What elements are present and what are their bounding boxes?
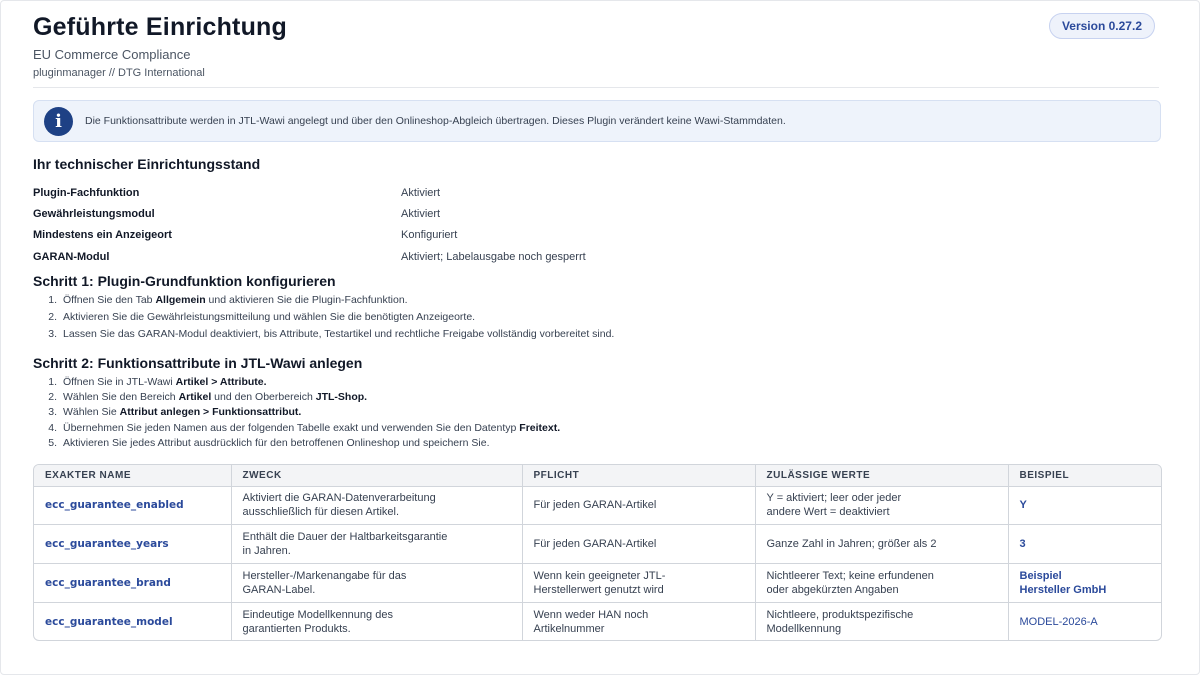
purpose-cell: Eindeutige Modellkennung des garantierten Produkts. [231,602,522,641]
example-cell: MODEL-2026-A [1019,616,1098,629]
example-cell: Y [1008,486,1161,525]
list-item: 5. Aktivieren Sie jedes Attribut ausdrücklich für den betroffenen Onlineshop und speichern Sie. [48,436,490,449]
step2-list [33,376,560,452]
example-cell: Beispiel Hersteller GmbH [1008,564,1161,603]
status-value: Konfiguriert [401,229,458,242]
status-row [33,203,833,224]
status-row [33,246,833,267]
values-cell: Nichtleere, produktspezifische Modellkennung [755,602,1008,641]
list-item: 2. Wählen Sie den Bereich Artikel und den Oberbereich JTL-Shop. [48,391,368,404]
column-header: ZULÄSSIGE WERTE [755,465,1008,486]
page-title: Geführte Einrichtung [33,13,287,41]
header-divider [33,87,1159,88]
status-list [33,182,833,267]
info-banner [33,100,1161,142]
list-item: 3. Wählen Sie Attribut anlegen > Funktionsattribut. [48,406,302,419]
values-cell: Y = aktiviert; leer oder jeder andere Wert = deaktiviert [755,486,1008,525]
attribute-name: ecc_guarantee_years [34,525,231,564]
page-header [33,13,1159,87]
info-text: Die Funktionsattribute werden in JTL-Wawi angelegt und über den Onlineshop-Abgleich übertragen. Dieses Plugin verändert keine Wawi-Stammdaten. [85,115,786,127]
step1-heading: Schritt 1: Plugin-Grundfunktion konfigurieren [33,273,336,289]
purpose-cell: Aktiviert die GARAN-Datenverarbeitung ausschließlich für diesen Artikel. [231,486,522,525]
table-row [34,564,1161,603]
status-label: Gewährleistungsmodul [33,207,155,220]
table-header-row [34,465,1161,486]
vendor-line: pluginmanager // DTG International [33,67,205,79]
status-label: Plugin-Fachfunktion [33,186,140,199]
status-label: Mindestens ein Anzeigeort [33,229,172,242]
table-row [34,486,1161,525]
status-heading: Ihr technischer Einrichtungsstand [33,156,261,172]
attribute-name: ecc_guarantee_model [34,602,231,641]
column-header: BEISPIEL [1008,465,1161,486]
required-cell: Wenn weder HAN noch Artikelnummer [522,602,755,641]
list-item: 1. Öffnen Sie den Tab Allgemein und aktivieren Sie die Plugin-Fachfunktion. [48,294,408,306]
purpose-cell: Enthält die Dauer der Haltbarkeitsgarantie in Jahren. [231,525,522,564]
status-row [33,225,833,246]
status-value: Aktiviert [401,186,441,199]
example-cell: 3 [1008,525,1161,564]
purpose-cell: Hersteller-/Markenangabe für das GARAN-Label. [231,564,522,603]
list-item: 2. Aktivieren Sie die Gewährleistungsmitteilung und wählen Sie die benötigten Anzeigeorte. [48,310,476,323]
list-item: 1. Öffnen Sie in JTL-Wawi Artikel > Attribute. [48,376,267,388]
column-header: PFLICHT [522,465,755,486]
required-cell: Für jeden GARAN-Artikel [522,525,755,564]
attribute-name: ecc_guarantee_brand [34,564,231,603]
required-cell: Wenn kein geeigneter JTL- Herstellerwert genutzt wird [522,564,755,603]
step2-heading: Schritt 2: Funktionsattribute in JTL-Wawi anlegen [33,355,363,371]
info-icon: i [44,107,73,136]
page-subtitle: EU Commerce Compliance [33,47,191,62]
table-row [34,525,1161,564]
status-value: Aktiviert; Labelausgabe noch gesperrt [401,250,586,263]
list-item: 4. Übernehmen Sie jeden Namen aus der folgenden Tabelle exakt und verwenden Sie den Datentyp Freitext. [48,421,561,434]
values-cell: Nichtleerer Text; keine erfundenen oder abgekürzten Angaben [755,564,1008,603]
required-cell: Für jeden GARAN-Artikel [522,486,755,525]
version-badge: Version 0.27.2 [1049,13,1155,39]
list-item: 3. Lassen Sie das GARAN-Modul deaktiviert, bis Attribute, Testartikel und rechtliche Freigabe vollständig vorbereitet sind. [48,327,615,340]
table-row [34,602,1161,641]
status-value: Aktiviert [401,207,441,220]
status-label: GARAN-Modul [33,250,110,263]
step1-list [33,294,614,344]
attributes-table [33,464,1162,641]
column-header: EXAKTER NAME [34,465,231,486]
attribute-name: ecc_guarantee_enabled [34,486,231,525]
values-cell: Ganze Zahl in Jahren; größer als 2 [755,525,1008,564]
column-header: ZWECK [231,465,522,486]
status-row [33,182,833,203]
